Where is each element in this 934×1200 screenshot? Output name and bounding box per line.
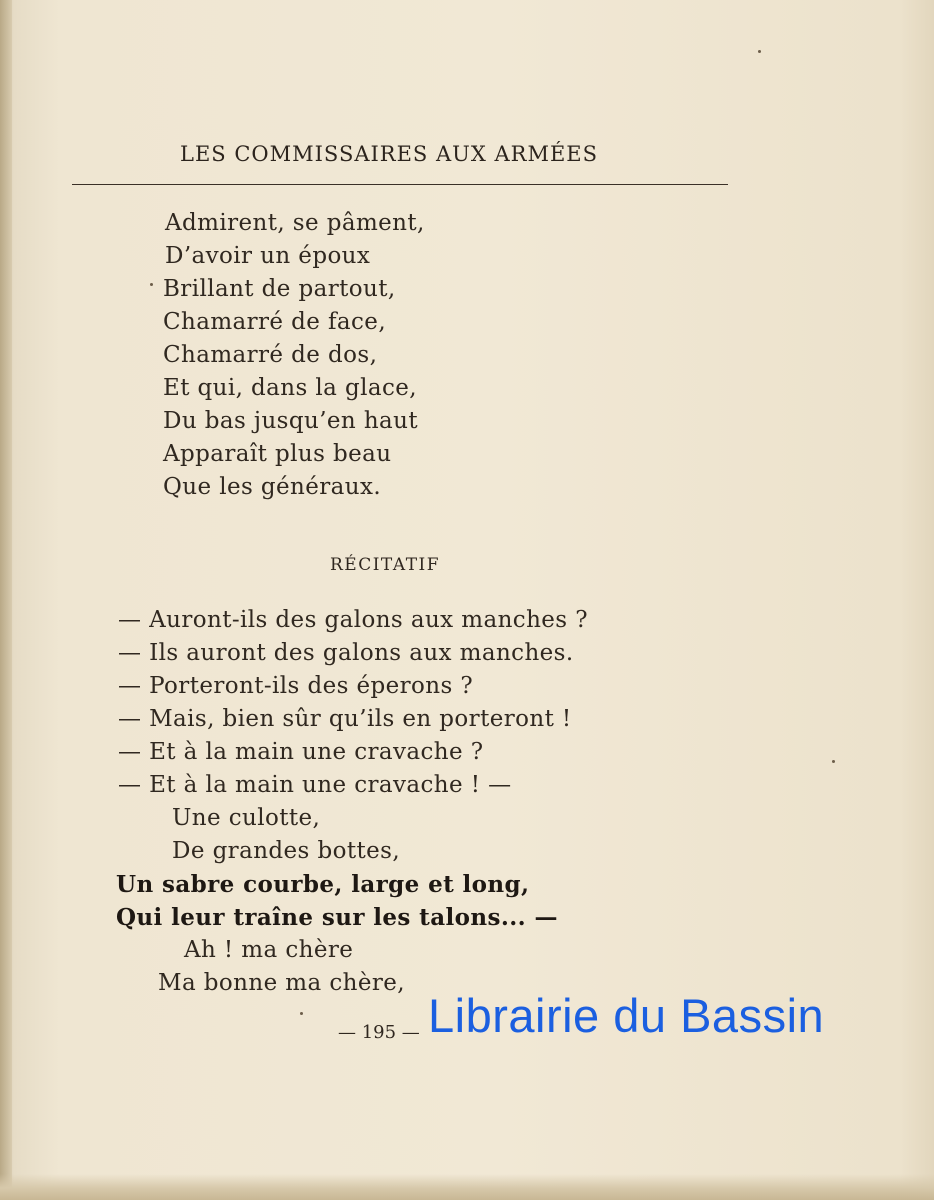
section-title: RÉCITATIF <box>330 555 441 575</box>
verse-line: Un sabre courbe, large et long, <box>116 871 530 898</box>
dialogue-line: — Ils auront des galons aux manches. <box>118 640 574 666</box>
verse-line: Brillant de partout, <box>163 276 396 302</box>
verse-line: Que les généraux. <box>163 474 382 500</box>
verse-line: Chamarré de dos, <box>163 342 378 368</box>
watermark-text: Librairie du Bassin <box>428 989 825 1042</box>
running-head: LES COMMISSAIRES AUX ARMÉES <box>180 142 599 166</box>
verse-line: Du bas jusqu’en haut <box>163 408 419 434</box>
verse-line: Apparaît plus beau <box>163 441 392 467</box>
dialogue-line: — Mais, bien sûr qu’ils en porteront ! <box>118 706 572 732</box>
paper-speck <box>758 50 761 53</box>
verse-line: Qui leur traîne sur les talons... — <box>116 904 558 931</box>
dialogue-line: — Porteront-ils des éperons ? <box>118 673 474 699</box>
page-number: — 195 — <box>338 1022 420 1043</box>
page-bottom-edge <box>0 1174 934 1200</box>
verse-line: D’avoir un époux <box>165 243 371 269</box>
page-gutter-shadow <box>0 0 12 1200</box>
verse-line: Et qui, dans la glace, <box>163 375 417 401</box>
dialogue-line: — Et à la main une cravache ! — <box>118 772 512 798</box>
verse-line: Ma bonne ma chère, <box>158 970 405 996</box>
paper-speck <box>300 1012 303 1015</box>
header-rule <box>72 184 728 185</box>
verse-line: Chamarré de face, <box>163 309 387 335</box>
verse-line: Une culotte, <box>172 805 321 831</box>
verse-line: De grandes bottes, <box>172 838 401 864</box>
verse-line: Ah ! ma chère <box>184 937 354 963</box>
paper-speck <box>832 760 835 763</box>
dialogue-line: — Auront-ils des galons aux manches ? <box>118 607 588 633</box>
paper-speck <box>150 283 153 286</box>
dialogue-line: — Et à la main une cravache ? <box>118 739 484 765</box>
verse-line: Admirent, se pâment, <box>165 210 425 236</box>
